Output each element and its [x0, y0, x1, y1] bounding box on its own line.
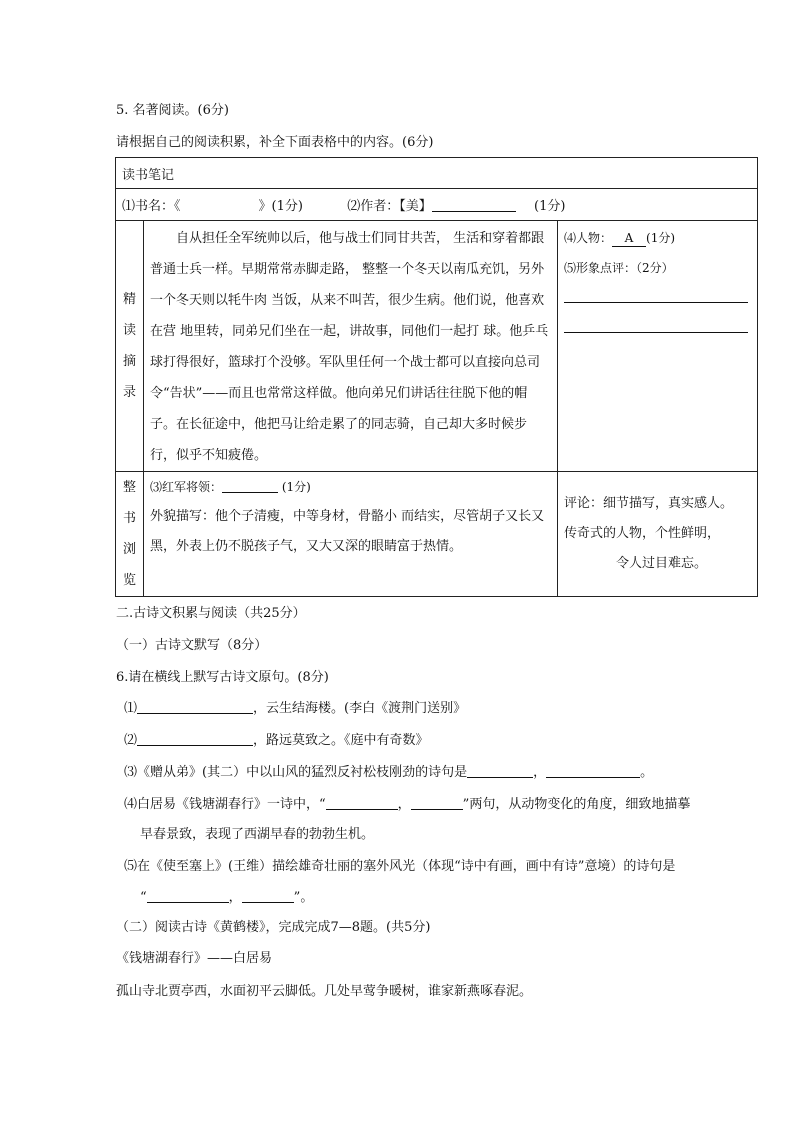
comment-cell	[558, 472, 758, 597]
person-answer: A	[612, 230, 646, 247]
author-blank[interactable]	[432, 197, 516, 212]
author-points: (1分)	[534, 199, 566, 214]
book-close: 》(1分)	[258, 199, 303, 214]
part-2-sub1: （一）古诗文默写（8分）	[116, 638, 268, 653]
item-4-blank-2[interactable]	[411, 795, 463, 810]
person-points: (1分)	[646, 231, 676, 245]
book-label: ⑴书名：《	[122, 199, 181, 214]
general-points: (1分)	[281, 480, 311, 494]
item-3: ⑶《赠从弟》(其二）中以山风的猛烈反衬松枝刚劲的诗句是 ， 。	[124, 765, 654, 780]
poem-line: 孤山寺北贾亭西，水面初平云脚低。几处早莺争暖树，谁家新燕啄春泥。	[116, 984, 533, 999]
section-intensive-reading: 精 读 摘 录	[116, 221, 144, 472]
author-label: ⑵作者：【美】	[347, 199, 432, 214]
comment-line-3: 令人过目难忘。	[616, 556, 708, 571]
item-5-line-2: “ ， ”。	[140, 890, 314, 905]
item-4-blank-1[interactable]	[326, 795, 398, 810]
excerpt-text: 自从担任全军统帅以后，他与战士们同甘共苦， 生活和穿着都跟普通士兵一样。早期常常赤脚走路， 整整一个冬天以南瓜充饥，另外一个冬天则以牦牛肉 当饭，从来不叫苦，很少生病。他们说，他喜欢在营 地里转，同弟兄们坐在一起，讲故事，同他们一起打 球。他乒乓球打得很好，篮球打个没够。军队里任何一个战士都可以直接向总司令“告状”——而且也常常这样做。他向弟兄们讲话往往脱下他的帽子。在长征途中，他把马让给走累了的同志骑，自己却大多时候步行，似乎不知疲倦。	[150, 231, 549, 463]
image-label: ⑸形象点评：（2分）	[564, 261, 674, 275]
question-5-instruction: 请根据自己的阅读积累，补全下面表格中的内容。(6分)	[116, 135, 434, 150]
general-cell	[144, 472, 558, 597]
image-blank-1[interactable]	[564, 288, 748, 303]
table-header: 读书笔记	[116, 158, 758, 189]
item-4-line-2: 早春景致，表现了西湖早春的勃勃生机。	[140, 827, 375, 842]
item-3-blank-2[interactable]	[546, 763, 640, 778]
item-5-blank-1[interactable]	[147, 888, 229, 903]
image-blank-2[interactable]	[564, 318, 748, 333]
book-author-row	[116, 189, 758, 221]
item-4: ⑷白居易《钱塘湖春行》一诗中，“ ， ”两句，从动物变化的角度，细致地描摹	[124, 797, 691, 812]
item-5-blank-2[interactable]	[242, 888, 294, 903]
person-cell	[558, 221, 758, 472]
part-2-sub2: （二）阅读古诗《黄鹤楼》，完成完成7—8题。(共5分)	[116, 920, 431, 935]
item-2-blank[interactable]	[137, 731, 253, 746]
poem-title: 《钱塘湖春行》——白居易	[116, 951, 273, 966]
question-6: 6.请在横线上默写古诗文原句。(8分)	[116, 670, 329, 685]
part-2-title: 二.古诗文积累与阅读（共25分）	[116, 606, 306, 621]
item-2: ⑵ ，路远莫致之。《庭中有奇数》	[124, 733, 429, 748]
excerpt-cell	[144, 221, 558, 472]
comment-line-1: 评论：细节描写，真实感人。	[564, 496, 734, 511]
appearance-text: 外貌描写：他个子清瘦，中等身材，骨骼小 而结实，尽管胡子又长又黑，外表上仍不脱孩子气，又大又深的眼睛富于热情。	[150, 509, 545, 554]
question-5-title: 5. 名著阅读。(6分)	[116, 103, 229, 118]
general-blank[interactable]	[222, 478, 278, 493]
reading-notes-table	[115, 157, 758, 597]
item-3-blank-1[interactable]	[467, 763, 533, 778]
item-5: ⑸在《使至塞上》(王维）描绘雄奇壮丽的塞外风光（体现“诗中有画，画中有诗”意境）的诗句是	[124, 859, 676, 874]
general-label: ⑶红军将领：	[150, 480, 223, 494]
person-label: ⑷人物：	[564, 231, 613, 245]
item-1: ⑴ ，云生结海楼。(李白《渡荆门送别》	[124, 701, 467, 716]
item-1-blank[interactable]	[137, 699, 253, 714]
section-whole-book: 整 书 浏 览	[116, 472, 144, 597]
comment-line-2: 传奇式的人物，个性鲜明，	[564, 526, 721, 541]
